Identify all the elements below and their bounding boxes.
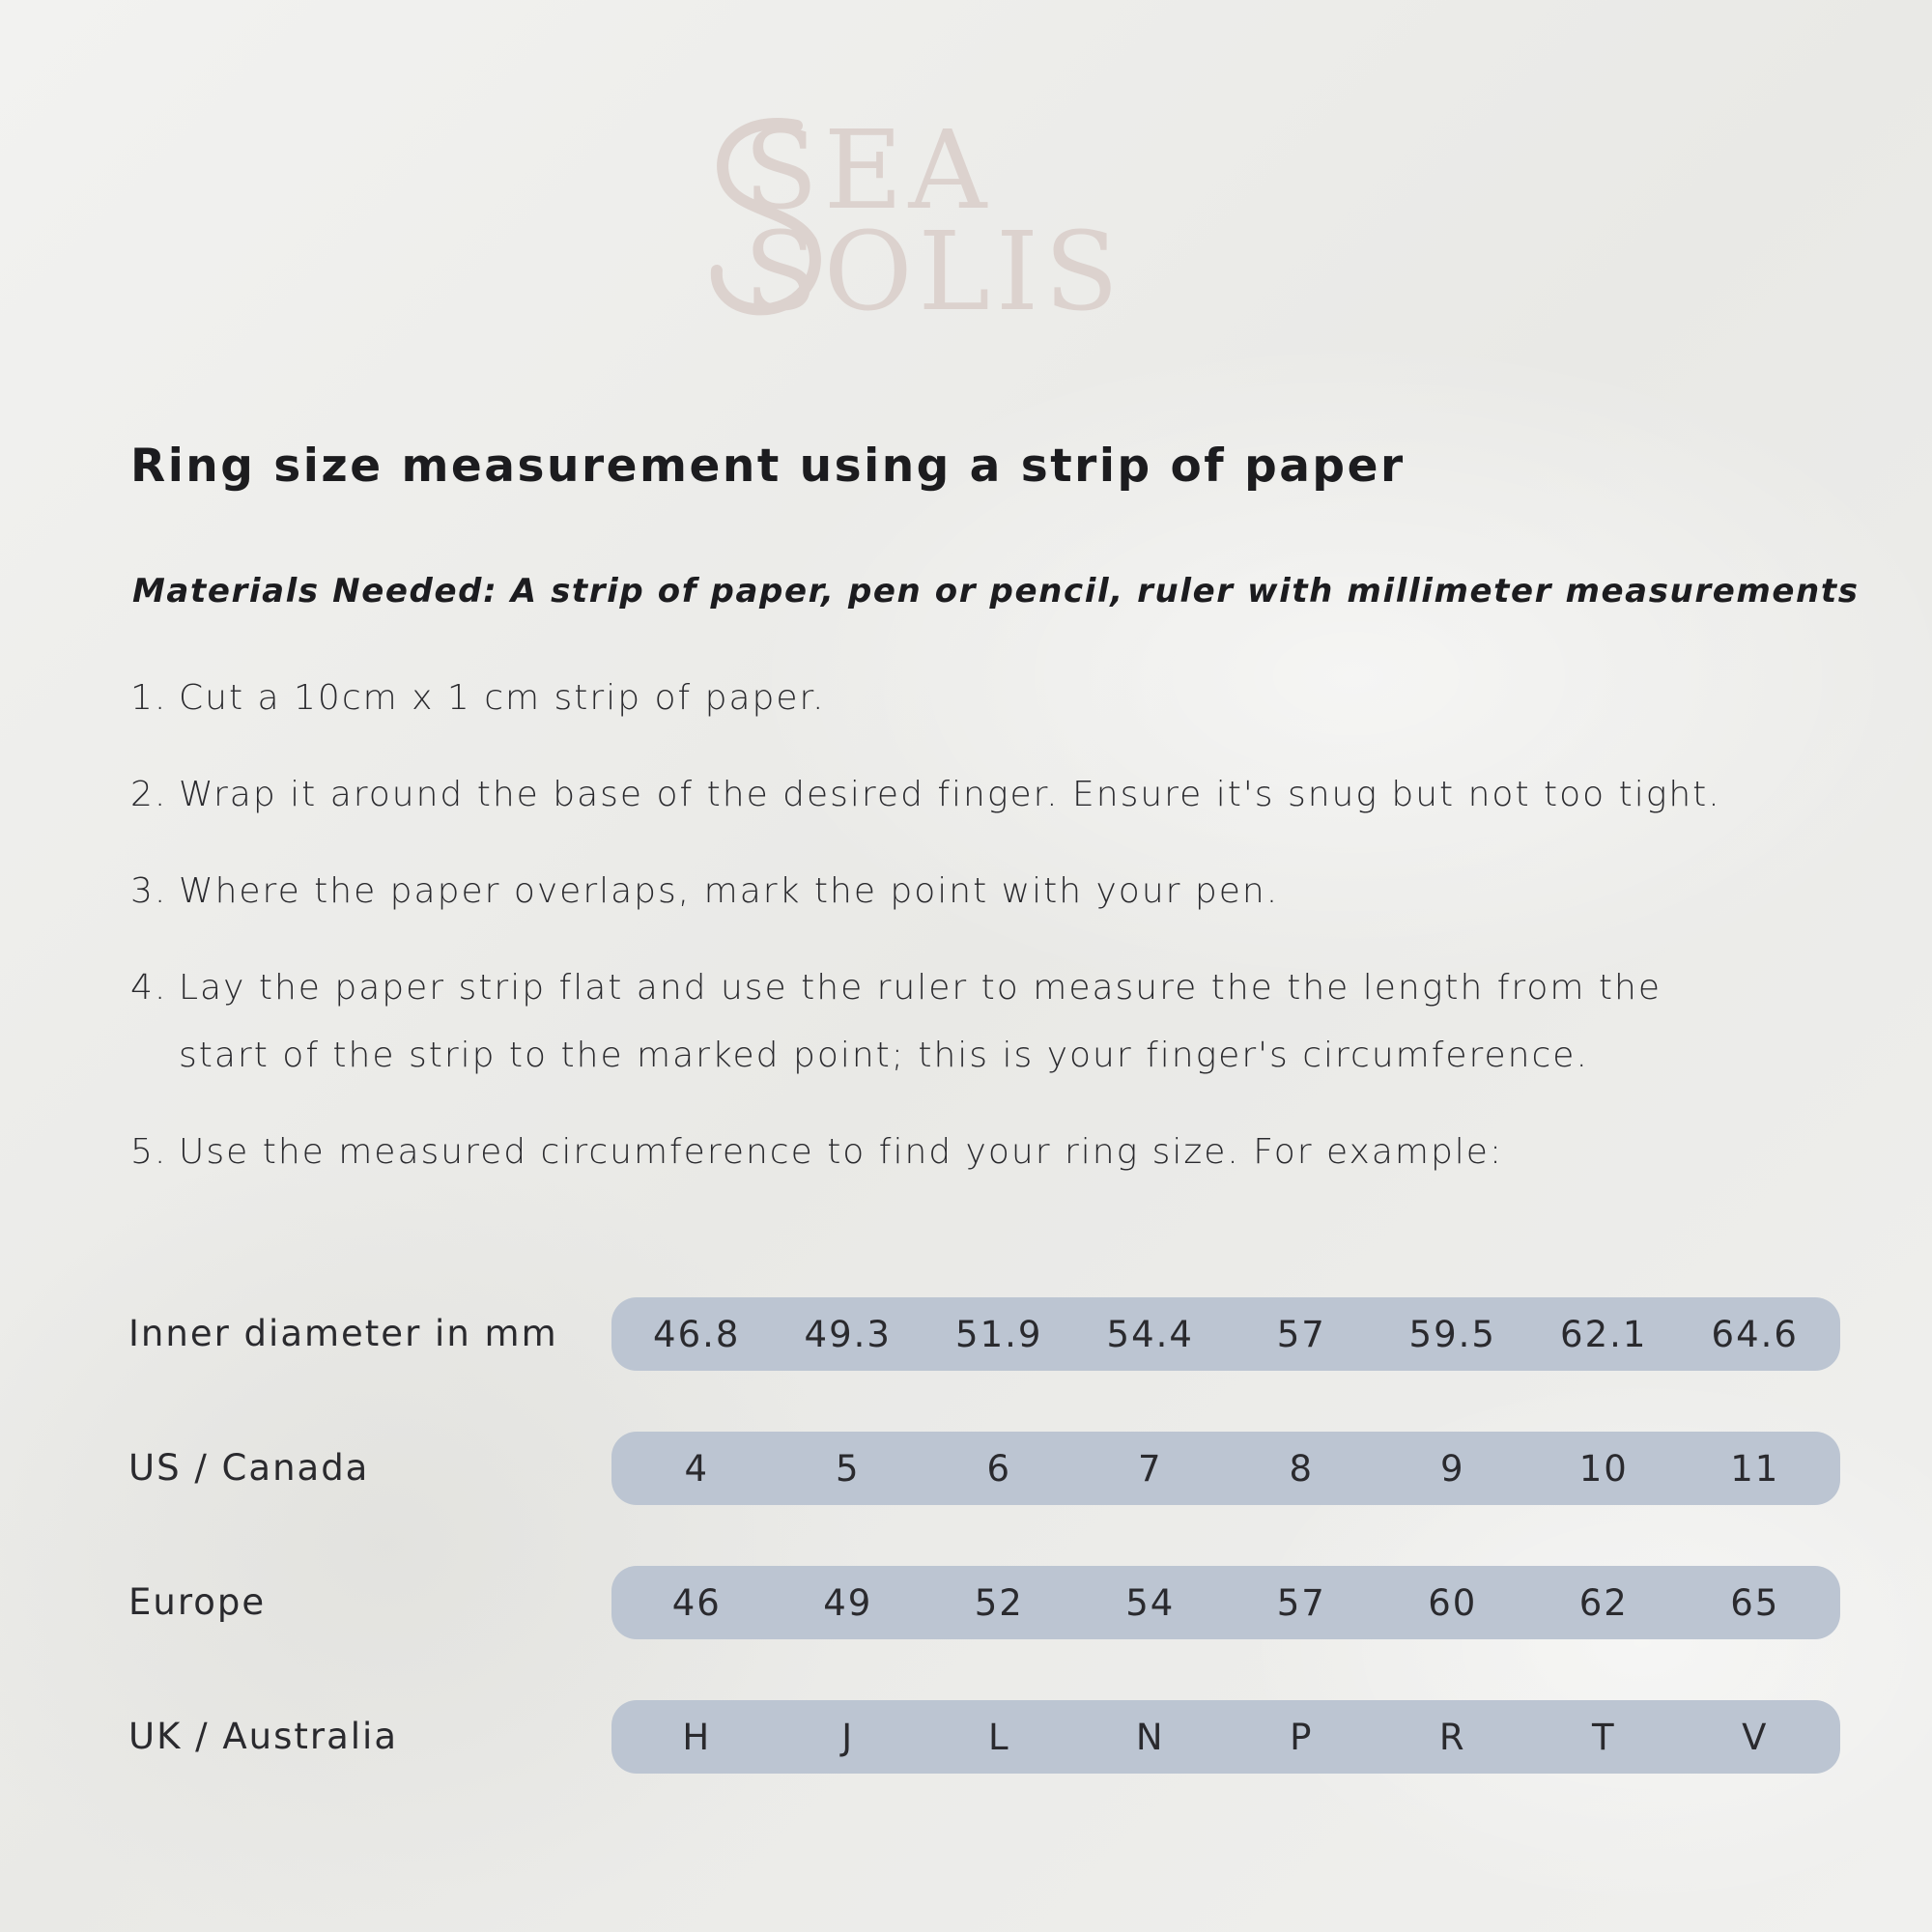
size-cell: 11 [1730,1447,1780,1490]
size-cell: H [682,1716,712,1758]
size-cell: 54 [1125,1581,1176,1624]
size-row-europe [128,1566,1840,1639]
step-item [130,1119,1773,1186]
row-label: Europe [128,1581,267,1623]
step-item [130,954,1773,1090]
size-row-inner-diameter [128,1297,1840,1371]
size-cell: 6 [986,1447,1012,1490]
size-cell: P [1290,1716,1314,1758]
size-cell: 52 [974,1581,1024,1624]
size-cell: L [987,1716,1010,1758]
step-text: Lay the paper strip flat and use the ruler to measure the the length from the start of the strip to the marked point; this is your finger's circumference. [179,968,1662,1075]
size-cell: T [1591,1716,1616,1758]
row-values-bar [611,1566,1840,1639]
step-number: 4. [130,968,168,1008]
step-item [130,761,1773,829]
size-cell: 5 [835,1447,861,1490]
size-cell: 7 [1137,1447,1163,1490]
step-text: Where the paper overlaps, mark the point with your pen. [179,871,1280,911]
size-cell: 54.4 [1106,1313,1194,1355]
step-number: 2. [130,775,168,814]
size-cell: 59.5 [1408,1313,1496,1355]
size-row-uk-australia [128,1700,1840,1774]
size-cell: J [841,1716,855,1758]
size-cell: 8 [1289,1447,1315,1490]
size-cell: 62.1 [1560,1313,1648,1355]
size-cell: 57 [1276,1581,1326,1624]
size-cell: 65 [1730,1581,1780,1624]
size-cell: 9 [1439,1447,1465,1490]
row-values-bar [611,1297,1840,1371]
step-text: Wrap it around the base of the desired finger. Ensure it's snug but not too tight. [179,775,1721,814]
size-cell: 64.6 [1711,1313,1799,1355]
row-label: UK / Australia [128,1716,398,1757]
size-cell: 10 [1578,1447,1629,1490]
step-text: Cut a 10cm x 1 cm strip of paper. [179,678,826,718]
step-number: 5. [130,1132,168,1172]
page-title: Ring size measurement using a strip of paper [130,440,1406,493]
size-row-us-canada [128,1432,1840,1505]
step-number: 1. [130,678,168,718]
row-values-bar [611,1432,1840,1505]
instruction-steps [130,665,1773,1215]
logo-line2: SOLIS [744,210,1124,328]
size-cell: 51.9 [955,1313,1043,1355]
step-item [130,858,1773,925]
ring-size-table [128,1297,1840,1834]
size-cell: 4 [684,1447,710,1490]
size-cell: R [1438,1716,1466,1758]
size-cell: 46 [671,1581,722,1624]
size-cell: 46.8 [653,1313,741,1355]
size-cell: V [1742,1716,1769,1758]
size-cell: 49.3 [804,1313,892,1355]
size-cell: 49 [823,1581,873,1624]
row-label: Inner diameter in mm [128,1313,558,1354]
brand-logo [705,106,1188,328]
step-item [130,665,1773,732]
step-text: Use the measured circumference to find your ring size. For example: [179,1132,1504,1172]
size-cell: N [1135,1716,1165,1758]
size-cell: 57 [1276,1313,1326,1355]
step-number: 3. [130,871,168,911]
row-values-bar [611,1700,1840,1774]
row-label: US / Canada [128,1447,370,1489]
materials-needed: Materials Needed: A strip of paper, pen or pencil, ruler with millimeter measurements [132,572,1860,611]
size-cell: 60 [1428,1581,1478,1624]
size-cell: 62 [1578,1581,1629,1624]
logo-line1: SEA [744,108,993,234]
